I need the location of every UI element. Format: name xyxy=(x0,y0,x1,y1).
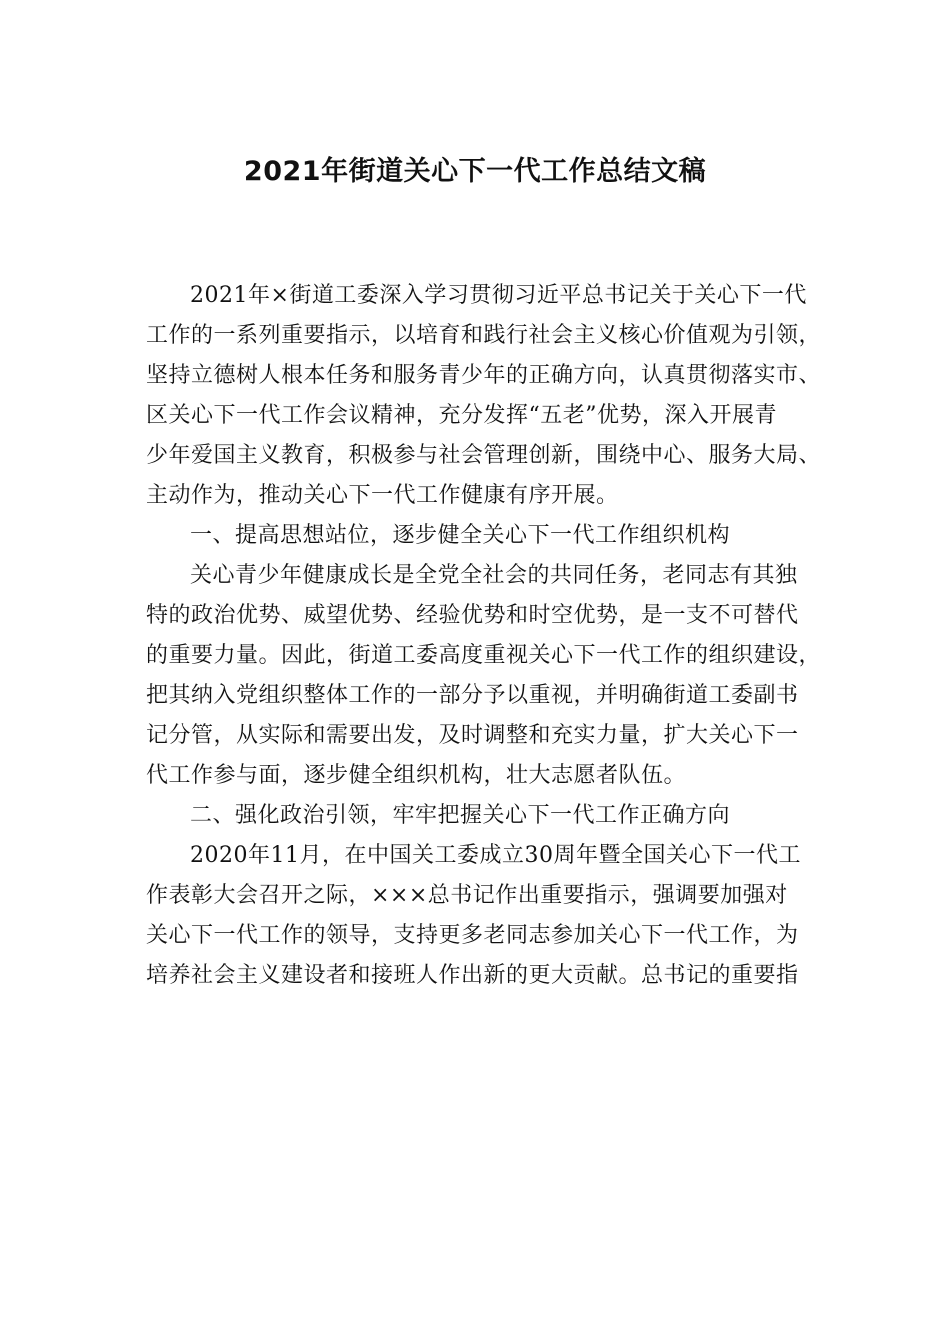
paragraph-line: 代工作参与面，逐步健全组织机构，壮大志愿者队伍。 xyxy=(146,763,687,788)
paragraph-line: 2020年11月，在中国关工委成立30周年暨全国关心下一代工 xyxy=(190,843,801,868)
paragraph-line: 作表彰大会召开之际，×××总书记作出重要指示，强调要加强对 xyxy=(146,883,788,908)
paragraph-line: 关心下一代工作的领导，支持更多老同志参加关心下一代工作，为 xyxy=(146,923,799,948)
paragraph-line: 把其纳入党组织整体工作的一部分予以重视，并明确街道工委副书 xyxy=(146,683,799,708)
paragraph-line: 特的政治优势、威望优势、经验优势和时空优势，是一支不可替代 xyxy=(146,603,799,628)
paragraph-line: 关心青少年健康成长是全党全社会的共同任务，老同志有其独 xyxy=(190,563,798,588)
paragraph-line: 工作的一系列重要指示，以培育和践行社会主义核心价值观为引领， xyxy=(146,323,822,348)
section-heading: 一、提高思想站位，逐步健全关心下一代工作组织机构 xyxy=(190,523,731,548)
paragraph-line: 培养社会主义建设者和接班人作出新的更大贡献。总书记的重要指 xyxy=(146,963,799,988)
document-body xyxy=(146,276,822,996)
paragraph-line: 主动作为，推动关心下一代工作健康有序开展。 xyxy=(146,483,619,508)
paragraph-line: 少年爱国主义教育，积极参与社会管理创新，围绕中心、服务大局、 xyxy=(146,443,822,468)
paragraph-line: 坚持立德树人根本任务和服务青少年的正确方向，认真贯彻落实市、 xyxy=(146,363,822,388)
paragraph-line: 的重要力量。因此，街道工委高度重视关心下一代工作的组织建设， xyxy=(146,643,822,668)
section-heading: 二、强化政治引领，牢牢把握关心下一代工作正确方向 xyxy=(190,803,731,828)
paragraph-line: 2021年×街道工委深入学习贯彻习近平总书记关于关心下一代 xyxy=(190,283,807,308)
paragraph-line: 记分管，从实际和需要出发，及时调整和充实力量，扩大关心下一 xyxy=(146,723,799,748)
document-title: 2021年街道关心下一代工作总结文稿 xyxy=(243,156,707,187)
paragraph-line: 区关心下一代工作会议精神，充分发挥“五老”优势，深入开展青 xyxy=(146,403,777,428)
